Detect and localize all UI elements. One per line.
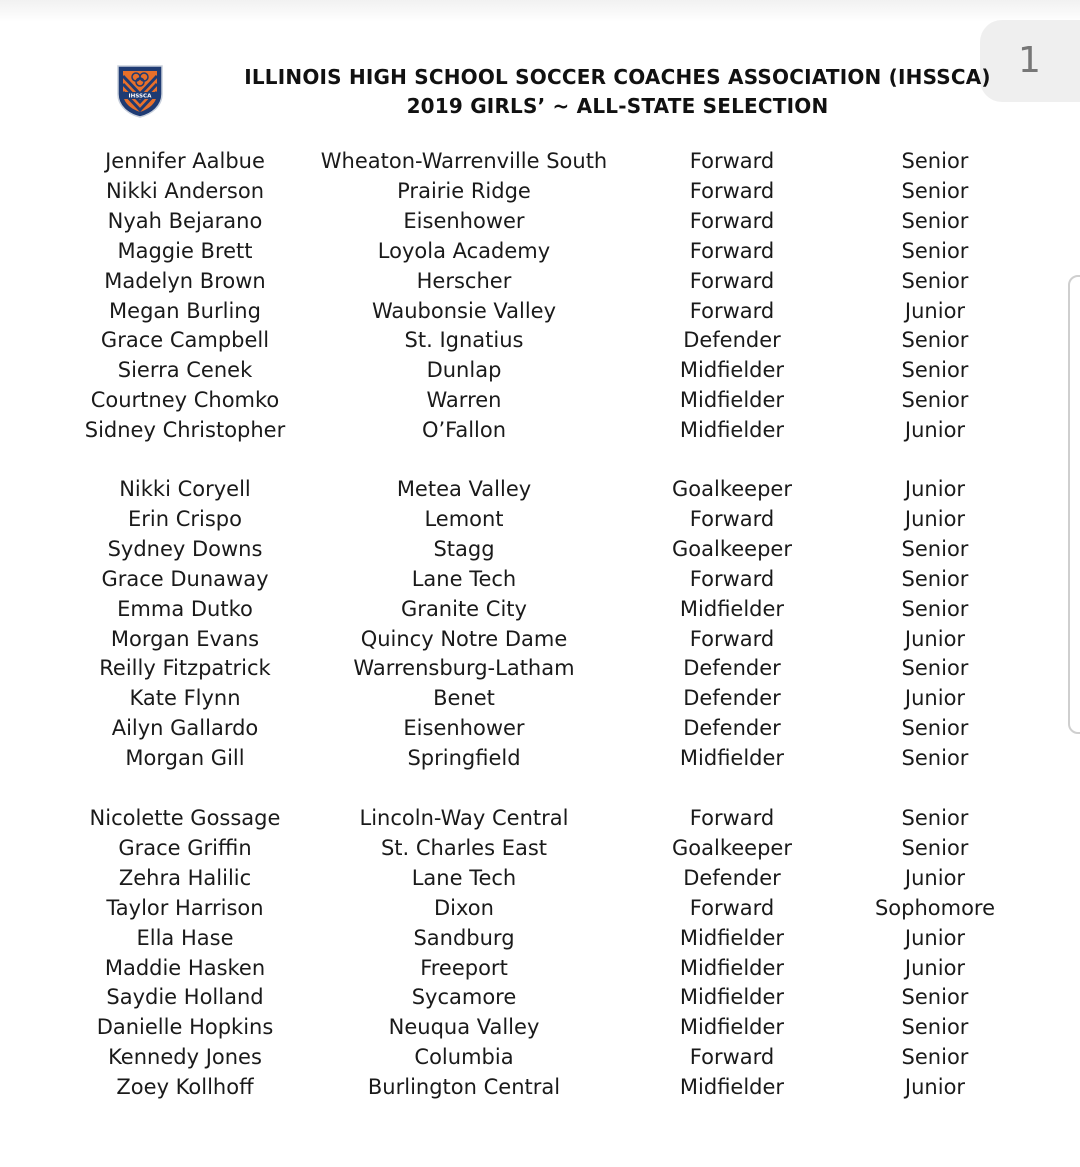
player-year: Sophomore <box>874 895 996 920</box>
player-position: Forward <box>689 149 775 173</box>
table-row <box>0 1012 1080 1042</box>
player-school: Lincoln-Way Central <box>359 806 569 830</box>
player-year: Senior <box>901 268 969 293</box>
player-name: Reilly Fitzpatrick <box>99 656 271 681</box>
player-position: Midfielder <box>679 418 785 443</box>
table-row <box>0 683 1080 713</box>
player-name: Grace Dunaway <box>101 566 269 591</box>
table-row <box>0 325 1080 355</box>
player-year: Senior <box>901 208 969 233</box>
player-year: Senior <box>901 1045 969 1070</box>
player-position: Midfielder <box>679 388 785 413</box>
player-name: Zoey Kollhoff <box>116 1075 254 1100</box>
ihssca-logo <box>114 62 166 118</box>
player-school: Warren <box>426 388 502 413</box>
player-school: Sycamore <box>411 985 517 1010</box>
player-school: Wheaton-Warrenville South <box>320 149 608 173</box>
player-school: Lane Tech <box>411 566 517 591</box>
player-name: Nyah Bejarano <box>107 208 263 233</box>
table-row <box>0 296 1080 326</box>
player-school: Springfield <box>407 746 521 771</box>
document-title <box>200 63 1035 121</box>
player-name: Maggie Brett <box>117 238 253 263</box>
player-name: Zehra Halilic <box>118 865 252 890</box>
table-row <box>0 474 1080 504</box>
player-year: Senior <box>901 806 969 830</box>
player-school: Eisenhower <box>403 208 525 233</box>
player-name: Jennifer Aalbue <box>105 149 265 173</box>
player-school: Quincy Notre Dame <box>360 626 568 651</box>
table-row <box>0 653 1080 683</box>
player-position: Forward <box>689 506 775 531</box>
table-row <box>0 923 1080 953</box>
player-school: Granite City <box>401 596 527 621</box>
player-name: Sierra Cenek <box>117 358 253 383</box>
player-year: Junior <box>904 955 966 980</box>
player-position: Goalkeeper <box>672 835 792 860</box>
player-school: St. Ignatius <box>404 328 524 353</box>
table-row <box>0 833 1080 863</box>
table-row <box>0 564 1080 594</box>
player-name: Nikki Anderson <box>105 178 265 203</box>
player-position: Forward <box>689 298 775 323</box>
table-row <box>0 863 1080 893</box>
player-year: Senior <box>901 358 969 383</box>
player-school: Burlington Central <box>367 1075 561 1100</box>
player-position: Midfielder <box>679 925 785 950</box>
player-name: Grace Griffin <box>118 835 252 860</box>
player-position: Forward <box>689 268 775 293</box>
table-row <box>0 236 1080 266</box>
player-year: Senior <box>901 238 969 263</box>
table-row <box>0 982 1080 1012</box>
player-year: Junior <box>904 418 966 443</box>
player-year: Junior <box>904 506 966 531</box>
player-name: Danielle Hopkins <box>96 1015 274 1040</box>
player-year: Junior <box>904 686 966 711</box>
player-name: Sydney Downs <box>107 536 263 561</box>
player-school: Lane Tech <box>411 865 517 890</box>
player-name: Kate Flynn <box>129 686 241 711</box>
player-year: Senior <box>901 746 969 771</box>
player-position: Forward <box>689 178 775 203</box>
table-row <box>0 266 1080 296</box>
table-row <box>0 385 1080 415</box>
player-school: Sandburg <box>413 925 515 950</box>
player-name: Grace Campbell <box>100 328 270 353</box>
table-row <box>0 803 1080 833</box>
player-name: Taylor Harrison <box>106 895 264 920</box>
player-name: Morgan Gill <box>125 746 245 771</box>
player-position: Defender <box>683 328 781 353</box>
player-school: Warrensburg-Latham <box>353 656 575 681</box>
player-school: Benet <box>433 686 495 711</box>
player-school: Prairie Ridge <box>397 178 531 203</box>
table-row <box>0 355 1080 385</box>
table-row <box>0 1042 1080 1072</box>
player-position: Defender <box>683 656 781 681</box>
player-position: Midfielder <box>679 985 785 1010</box>
player-year: Senior <box>901 1015 969 1040</box>
player-year: Senior <box>901 149 969 173</box>
player-school: Neuqua Valley <box>388 1015 540 1040</box>
player-position: Forward <box>689 208 775 233</box>
player-year: Junior <box>904 298 966 323</box>
player-year: Senior <box>901 596 969 621</box>
player-position: Goalkeeper <box>672 536 792 561</box>
table-row <box>0 146 1080 176</box>
player-position: Forward <box>689 1045 775 1070</box>
player-school: Lemont <box>424 506 504 531</box>
player-year: Senior <box>901 656 969 681</box>
player-school: Dunlap <box>426 358 502 383</box>
player-position: Forward <box>689 566 775 591</box>
player-school: Waubonsie Valley <box>371 298 557 323</box>
player-position: Forward <box>689 895 775 920</box>
player-school: Freeport <box>420 955 508 980</box>
player-year: Junior <box>904 865 966 890</box>
table-row <box>0 176 1080 206</box>
table-row <box>0 594 1080 624</box>
player-position: Midfielder <box>679 358 785 383</box>
player-year: Senior <box>901 716 969 741</box>
player-name: Ailyn Gallardo <box>111 716 259 741</box>
player-school: Stagg <box>433 536 495 561</box>
player-year: Junior <box>904 626 966 651</box>
player-school: Eisenhower <box>403 716 525 741</box>
table-row <box>0 713 1080 743</box>
player-year: Senior <box>901 178 969 203</box>
player-year: Senior <box>901 328 969 353</box>
player-name: Kennedy Jones <box>108 1045 262 1070</box>
table-row <box>0 1072 1080 1102</box>
player-name: Morgan Evans <box>110 626 260 651</box>
player-name: Erin Crispo <box>128 506 242 531</box>
player-name: Saydie Holland <box>106 985 264 1010</box>
player-school: Columbia <box>414 1045 514 1070</box>
player-name: Nicolette Gossage <box>89 806 281 830</box>
player-year: Senior <box>901 835 969 860</box>
player-position: Midfielder <box>679 596 785 621</box>
table-row <box>0 953 1080 983</box>
player-year: Senior <box>901 536 969 561</box>
table-row <box>0 743 1080 773</box>
player-year: Junior <box>904 925 966 950</box>
table-row <box>0 893 1080 923</box>
player-position: Forward <box>689 238 775 263</box>
player-position: Forward <box>689 626 775 651</box>
table-row <box>0 534 1080 564</box>
player-name: Madelyn Brown <box>104 268 266 293</box>
player-school: Metea Valley <box>396 477 532 501</box>
player-name: Maddie Hasken <box>104 955 266 980</box>
player-name: Ella Hase <box>136 925 234 950</box>
player-year: Junior <box>904 477 966 501</box>
player-year: Junior <box>904 1075 966 1100</box>
player-year: Senior <box>901 566 969 591</box>
top-shadow <box>0 0 1080 22</box>
logo-text: IHSSCA <box>128 93 152 100</box>
player-name: Megan Burling <box>109 298 261 323</box>
player-name: Courtney Chomko <box>90 388 280 413</box>
table-row <box>0 504 1080 534</box>
player-school: Herscher <box>416 268 512 293</box>
player-year: Senior <box>901 985 969 1010</box>
table-row <box>0 624 1080 654</box>
table-row <box>0 206 1080 236</box>
player-name: Emma Dutko <box>117 596 253 621</box>
title-line-2: 2019 GIRLS’ ~ ALL-STATE SELECTION <box>406 94 829 118</box>
player-position: Defender <box>683 686 781 711</box>
player-school: Loyola Academy <box>377 238 551 263</box>
player-position: Midfielder <box>679 1075 785 1100</box>
player-year: Senior <box>901 388 969 413</box>
page-number: 1 <box>1018 40 1041 81</box>
player-position: Midfielder <box>679 746 785 771</box>
table-row <box>0 415 1080 445</box>
player-position: Forward <box>689 806 775 830</box>
title-line-1: ILLINOIS HIGH SCHOOL SOCCER COACHES ASSOCIATION (IHSSCA) <box>244 65 991 89</box>
player-school: Dixon <box>434 895 494 920</box>
player-position: Midfielder <box>679 955 785 980</box>
player-name: Nikki Coryell <box>119 477 251 501</box>
player-school: O’Fallon <box>421 418 507 443</box>
player-position: Defender <box>683 865 781 890</box>
player-name: Sidney Christopher <box>84 418 286 443</box>
player-position: Goalkeeper <box>672 477 792 501</box>
player-position: Defender <box>683 716 781 741</box>
player-school: St. Charles East <box>380 835 548 860</box>
player-position: Midfielder <box>679 1015 785 1040</box>
